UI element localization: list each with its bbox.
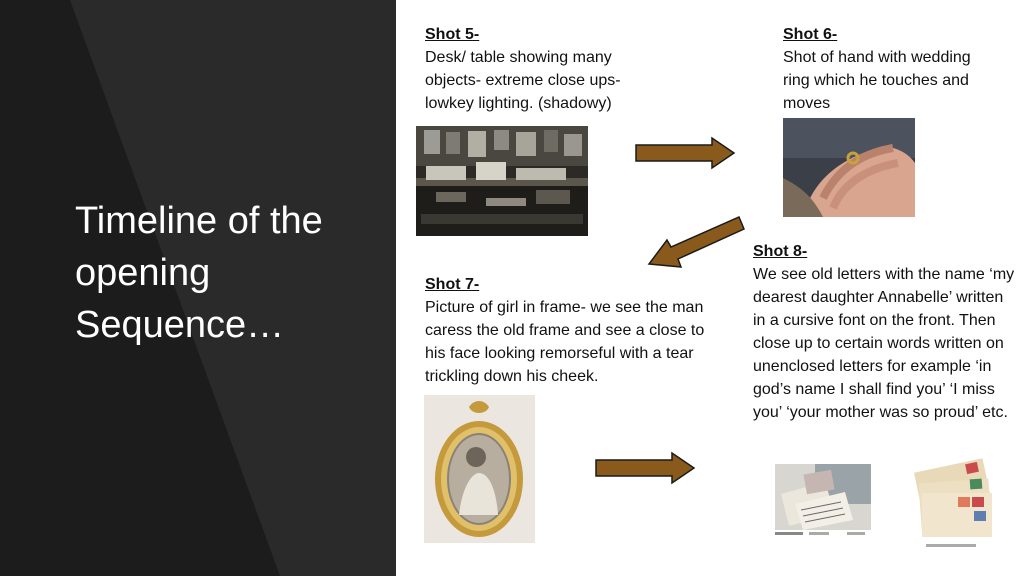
shot-5-description: Desk/ table showing many objects- extreme close ups- lowkey lighting. (shadowy) xyxy=(425,49,621,112)
title-panel xyxy=(0,0,396,576)
image-credit-2 xyxy=(926,543,986,549)
arrow-down-left-icon xyxy=(645,212,745,272)
shot-6-block xyxy=(783,23,998,115)
shot-8-description: We see old letters with the name ‘my dearest daughter Annabelle’ written in a cursive font on the front. Then close up to certain words written on unenclosed letters for example ‘in god’s name I shall find you’ ‘I miss you’ ‘your mother was so proud’ etc. xyxy=(753,266,1015,421)
arrow-right-icon-2 xyxy=(594,451,696,485)
shot-8-block xyxy=(753,240,1019,424)
old-letters-photo xyxy=(775,464,871,530)
girl-in-frame-photo xyxy=(424,395,535,543)
shot-8-heading: Shot 8- xyxy=(753,243,808,260)
arrow-right-icon xyxy=(634,136,736,170)
shot-6-description: Shot of hand with wedding ring which he touches and moves xyxy=(783,49,971,112)
shot-7-heading: Shot 7- xyxy=(425,276,480,293)
hand-with-ring-photo xyxy=(783,118,915,217)
shot-5-block xyxy=(425,23,655,115)
shot-7-block xyxy=(425,273,715,388)
desk-objects-photo xyxy=(416,126,588,236)
shot-7-description: Picture of girl in frame- we see the man caress the old frame and see a close to his face looking remorseful with a tear trickling down his cheek. xyxy=(425,299,705,385)
shot-6-heading: Shot 6- xyxy=(783,26,838,43)
shot-5-heading: Shot 5- xyxy=(425,26,480,43)
image-credit-1 xyxy=(775,531,871,537)
slide-title: Timeline of the opening Sequence… xyxy=(75,200,323,346)
stamped-envelopes-photo xyxy=(910,457,996,541)
